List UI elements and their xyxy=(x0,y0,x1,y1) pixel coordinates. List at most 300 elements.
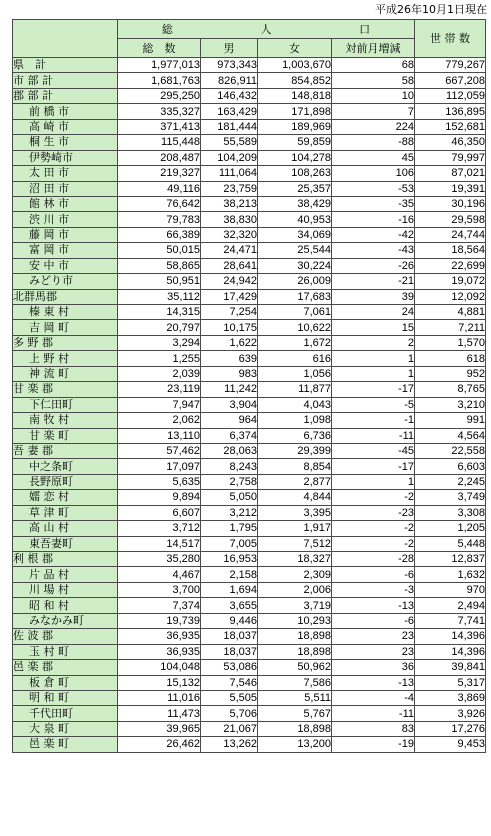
total-cell: 371,413 xyxy=(118,119,201,134)
change-cell: -42 xyxy=(332,227,415,242)
header-change: 対前月増減 xyxy=(332,39,415,58)
households-cell: 667,208 xyxy=(415,73,486,88)
total-cell: 104,048 xyxy=(118,660,201,675)
households-cell: 14,396 xyxy=(415,629,486,644)
change-cell: -4 xyxy=(332,690,415,705)
change-cell: 23 xyxy=(332,629,415,644)
as-of-date: 平成26年10月1日現在 xyxy=(375,3,487,16)
change-cell: -2 xyxy=(332,490,415,505)
total-cell: 3,700 xyxy=(118,582,201,597)
change-cell: -43 xyxy=(332,243,415,258)
table-row xyxy=(13,428,486,443)
change-cell: -13 xyxy=(332,598,415,613)
table-row xyxy=(13,181,486,196)
change-cell: -2 xyxy=(332,521,415,536)
male-cell: 3,904 xyxy=(201,397,258,412)
households-cell: 22,558 xyxy=(415,443,486,458)
total-cell: 2,039 xyxy=(118,366,201,381)
population-table xyxy=(12,19,486,753)
region-name-cell: 利 根 郡 xyxy=(13,552,118,567)
change-cell: -16 xyxy=(332,212,415,227)
female-cell: 2,006 xyxy=(258,582,332,597)
male-cell: 2,758 xyxy=(201,474,258,489)
male-cell: 163,429 xyxy=(201,104,258,119)
table-row xyxy=(13,258,486,273)
region-name-cell: みなかみ町 xyxy=(13,613,118,628)
change-cell: -13 xyxy=(332,675,415,690)
region-name-cell: 邑 楽 町 xyxy=(13,737,118,752)
change-cell: 1 xyxy=(332,474,415,489)
male-cell: 2,158 xyxy=(201,567,258,582)
total-cell: 208,487 xyxy=(118,150,201,165)
change-cell: -17 xyxy=(332,459,415,474)
male-cell: 32,320 xyxy=(201,227,258,242)
table-row xyxy=(13,613,486,628)
table-row xyxy=(13,104,486,119)
change-cell: -53 xyxy=(332,181,415,196)
male-cell: 111,064 xyxy=(201,166,258,181)
male-cell: 18,037 xyxy=(201,629,258,644)
households-cell: 618 xyxy=(415,351,486,366)
total-cell: 14,315 xyxy=(118,305,201,320)
table-row xyxy=(13,88,486,103)
female-cell: 8,854 xyxy=(258,459,332,474)
female-cell: 4,844 xyxy=(258,490,332,505)
total-cell: 13,110 xyxy=(118,428,201,443)
table-row xyxy=(13,552,486,567)
region-name-cell: 高 山 村 xyxy=(13,521,118,536)
female-cell: 25,357 xyxy=(258,181,332,196)
change-cell: 106 xyxy=(332,166,415,181)
male-cell: 10,175 xyxy=(201,320,258,335)
header-male: 男 xyxy=(201,39,258,58)
table-row xyxy=(13,706,486,721)
table-row xyxy=(13,459,486,474)
change-cell: 224 xyxy=(332,119,415,134)
change-cell: -6 xyxy=(332,613,415,628)
region-name-cell: 高 崎 市 xyxy=(13,119,118,134)
region-name-cell: 南 牧 村 xyxy=(13,413,118,428)
male-cell: 16,953 xyxy=(201,552,258,567)
region-name-cell: 藤 岡 市 xyxy=(13,227,118,242)
table-row xyxy=(13,166,486,181)
table-row xyxy=(13,567,486,582)
female-cell: 40,953 xyxy=(258,212,332,227)
total-cell: 36,935 xyxy=(118,644,201,659)
table-row xyxy=(13,490,486,505)
households-cell: 6,603 xyxy=(415,459,486,474)
total-cell: 19,739 xyxy=(118,613,201,628)
total-cell: 115,448 xyxy=(118,135,201,150)
total-cell: 66,389 xyxy=(118,227,201,242)
region-name-cell: 大 泉 町 xyxy=(13,721,118,736)
female-cell: 7,061 xyxy=(258,305,332,320)
region-name-cell: 草 津 町 xyxy=(13,505,118,520)
female-cell: 38,429 xyxy=(258,196,332,211)
male-cell: 24,942 xyxy=(201,274,258,289)
region-name-cell: 伊勢崎市 xyxy=(13,150,118,165)
header-population-char-2: 人 xyxy=(260,22,272,36)
header-households: 世 帯 数 xyxy=(415,20,486,58)
male-cell: 5,505 xyxy=(201,690,258,705)
region-name-cell: 吉 岡 町 xyxy=(13,320,118,335)
total-cell: 14,517 xyxy=(118,536,201,551)
table-row xyxy=(13,335,486,350)
region-name-cell: 長野原町 xyxy=(13,474,118,489)
households-cell: 18,564 xyxy=(415,243,486,258)
region-name-cell: 片 品 村 xyxy=(13,567,118,582)
region-name-cell: 上 野 村 xyxy=(13,351,118,366)
region-name-cell: 甘 楽 町 xyxy=(13,428,118,443)
male-cell: 13,262 xyxy=(201,737,258,752)
female-cell: 4,043 xyxy=(258,397,332,412)
male-cell: 38,830 xyxy=(201,212,258,227)
total-cell: 1,681,763 xyxy=(118,73,201,88)
households-cell: 1,632 xyxy=(415,567,486,582)
change-cell: -21 xyxy=(332,274,415,289)
change-cell: 24 xyxy=(332,305,415,320)
male-cell: 11,242 xyxy=(201,382,258,397)
male-cell: 983 xyxy=(201,366,258,381)
table-row xyxy=(13,289,486,304)
male-cell: 5,706 xyxy=(201,706,258,721)
female-cell: 7,512 xyxy=(258,536,332,551)
table-row xyxy=(13,305,486,320)
households-cell: 2,494 xyxy=(415,598,486,613)
households-cell: 1,205 xyxy=(415,521,486,536)
households-cell: 2,245 xyxy=(415,474,486,489)
female-cell: 1,917 xyxy=(258,521,332,536)
households-cell: 952 xyxy=(415,366,486,381)
region-name-cell: 郡 部 計 xyxy=(13,88,118,103)
total-cell: 23,119 xyxy=(118,382,201,397)
households-cell: 29,598 xyxy=(415,212,486,227)
male-cell: 38,213 xyxy=(201,196,258,211)
male-cell: 17,429 xyxy=(201,289,258,304)
total-cell: 6,607 xyxy=(118,505,201,520)
table-row xyxy=(13,737,486,752)
total-cell: 57,462 xyxy=(118,443,201,458)
female-cell: 29,399 xyxy=(258,443,332,458)
region-name-cell: 県 計 xyxy=(13,58,118,73)
change-cell: -6 xyxy=(332,567,415,582)
male-cell: 964 xyxy=(201,413,258,428)
table-row xyxy=(13,521,486,536)
change-cell: -1 xyxy=(332,413,415,428)
female-cell: 5,511 xyxy=(258,690,332,705)
change-cell: 23 xyxy=(332,644,415,659)
male-cell: 181,444 xyxy=(201,119,258,134)
female-cell: 104,278 xyxy=(258,150,332,165)
households-cell: 79,997 xyxy=(415,150,486,165)
households-cell: 8,765 xyxy=(415,382,486,397)
male-cell: 28,641 xyxy=(201,258,258,273)
female-cell: 6,736 xyxy=(258,428,332,443)
female-cell: 34,069 xyxy=(258,227,332,242)
table-row xyxy=(13,644,486,659)
households-cell: 779,267 xyxy=(415,58,486,73)
region-name-cell: 板 倉 町 xyxy=(13,675,118,690)
table-row xyxy=(13,243,486,258)
change-cell: -11 xyxy=(332,706,415,721)
male-cell: 28,063 xyxy=(201,443,258,458)
total-cell: 1,255 xyxy=(118,351,201,366)
table-row xyxy=(13,382,486,397)
table-row xyxy=(13,196,486,211)
total-cell: 79,783 xyxy=(118,212,201,227)
total-cell: 7,947 xyxy=(118,397,201,412)
households-cell: 17,276 xyxy=(415,721,486,736)
change-cell: 1 xyxy=(332,366,415,381)
female-cell: 1,003,670 xyxy=(258,58,332,73)
total-cell: 76,642 xyxy=(118,196,201,211)
total-cell: 49,116 xyxy=(118,181,201,196)
table-row xyxy=(13,320,486,335)
female-cell: 5,767 xyxy=(258,706,332,721)
households-cell: 991 xyxy=(415,413,486,428)
region-name-cell: 中之条町 xyxy=(13,459,118,474)
male-cell: 1,795 xyxy=(201,521,258,536)
change-cell: 68 xyxy=(332,58,415,73)
female-cell: 10,622 xyxy=(258,320,332,335)
male-cell: 826,911 xyxy=(201,73,258,88)
female-cell: 10,293 xyxy=(258,613,332,628)
change-cell: -88 xyxy=(332,135,415,150)
region-name-cell: 神 流 町 xyxy=(13,366,118,381)
female-cell: 59,859 xyxy=(258,135,332,150)
change-cell: -11 xyxy=(332,428,415,443)
region-name-cell: 太 田 市 xyxy=(13,166,118,181)
female-cell: 26,009 xyxy=(258,274,332,289)
households-cell: 19,391 xyxy=(415,181,486,196)
table-row xyxy=(13,274,486,289)
female-cell: 854,852 xyxy=(258,73,332,88)
region-name-cell: 昭 和 村 xyxy=(13,598,118,613)
table-row xyxy=(13,660,486,675)
change-cell: 10 xyxy=(332,88,415,103)
region-name-cell: 富 岡 市 xyxy=(13,243,118,258)
households-cell: 7,211 xyxy=(415,320,486,335)
table-row xyxy=(13,135,486,150)
change-cell: -26 xyxy=(332,258,415,273)
female-cell: 7,586 xyxy=(258,675,332,690)
total-cell: 3,294 xyxy=(118,335,201,350)
change-cell: 45 xyxy=(332,150,415,165)
region-name-cell: 前 橋 市 xyxy=(13,104,118,119)
table-row xyxy=(13,721,486,736)
table-row xyxy=(13,598,486,613)
table-row xyxy=(13,582,486,597)
total-cell: 50,015 xyxy=(118,243,201,258)
change-cell: 58 xyxy=(332,73,415,88)
female-cell: 50,962 xyxy=(258,660,332,675)
male-cell: 3,655 xyxy=(201,598,258,613)
households-cell: 1,570 xyxy=(415,335,486,350)
female-cell: 2,309 xyxy=(258,567,332,582)
total-cell: 58,865 xyxy=(118,258,201,273)
male-cell: 23,759 xyxy=(201,181,258,196)
female-cell: 18,898 xyxy=(258,721,332,736)
region-name-cell: 千代田町 xyxy=(13,706,118,721)
male-cell: 7,546 xyxy=(201,675,258,690)
male-cell: 1,694 xyxy=(201,582,258,597)
male-cell: 973,343 xyxy=(201,58,258,73)
male-cell: 639 xyxy=(201,351,258,366)
households-cell: 19,072 xyxy=(415,274,486,289)
change-cell: -19 xyxy=(332,737,415,752)
total-cell: 4,467 xyxy=(118,567,201,582)
male-cell: 21,067 xyxy=(201,721,258,736)
change-cell: -23 xyxy=(332,505,415,520)
region-name-cell: 玉 村 町 xyxy=(13,644,118,659)
total-cell: 5,635 xyxy=(118,474,201,489)
households-cell: 5,448 xyxy=(415,536,486,551)
households-cell: 30,196 xyxy=(415,196,486,211)
female-cell: 1,056 xyxy=(258,366,332,381)
male-cell: 7,254 xyxy=(201,305,258,320)
region-name-cell: 渋 川 市 xyxy=(13,212,118,227)
households-cell: 87,021 xyxy=(415,166,486,181)
households-cell: 4,564 xyxy=(415,428,486,443)
total-cell: 7,374 xyxy=(118,598,201,613)
change-cell: 36 xyxy=(332,660,415,675)
region-name-cell: 川 場 村 xyxy=(13,582,118,597)
change-cell: -3 xyxy=(332,582,415,597)
change-cell: 2 xyxy=(332,335,415,350)
change-cell: -45 xyxy=(332,443,415,458)
change-cell: 1 xyxy=(332,351,415,366)
male-cell: 9,446 xyxy=(201,613,258,628)
table-row xyxy=(13,690,486,705)
households-cell: 3,869 xyxy=(415,690,486,705)
female-cell: 13,200 xyxy=(258,737,332,752)
table-row xyxy=(13,675,486,690)
region-name-cell: 桐 生 市 xyxy=(13,135,118,150)
total-cell: 17,097 xyxy=(118,459,201,474)
total-cell: 295,250 xyxy=(118,88,201,103)
female-cell: 30,224 xyxy=(258,258,332,273)
table-row xyxy=(13,629,486,644)
households-cell: 46,350 xyxy=(415,135,486,150)
households-cell: 9,453 xyxy=(415,737,486,752)
region-name-cell: 明 和 町 xyxy=(13,690,118,705)
change-cell: 15 xyxy=(332,320,415,335)
households-cell: 14,396 xyxy=(415,644,486,659)
male-cell: 5,050 xyxy=(201,490,258,505)
region-name-cell: 東吾妻町 xyxy=(13,536,118,551)
total-cell: 11,473 xyxy=(118,706,201,721)
region-name-cell: みどり市 xyxy=(13,274,118,289)
change-cell: -2 xyxy=(332,536,415,551)
total-cell: 35,112 xyxy=(118,289,201,304)
households-cell: 3,210 xyxy=(415,397,486,412)
table-row xyxy=(13,413,486,428)
region-name-cell: 北群馬郡 xyxy=(13,289,118,304)
change-cell: -5 xyxy=(332,397,415,412)
total-cell: 3,712 xyxy=(118,521,201,536)
header-female: 女 xyxy=(258,39,332,58)
table-row xyxy=(13,212,486,227)
households-cell: 3,749 xyxy=(415,490,486,505)
table-row xyxy=(13,73,486,88)
region-name-cell: 嬬 恋 村 xyxy=(13,490,118,505)
households-cell: 3,926 xyxy=(415,706,486,721)
female-cell: 18,327 xyxy=(258,552,332,567)
female-cell: 108,263 xyxy=(258,166,332,181)
table-row xyxy=(13,351,486,366)
header-population-char-3: 口 xyxy=(359,22,371,36)
region-name-cell: 佐 波 郡 xyxy=(13,629,118,644)
region-name-cell: 榛 東 村 xyxy=(13,305,118,320)
households-cell: 4,881 xyxy=(415,305,486,320)
total-cell: 20,797 xyxy=(118,320,201,335)
male-cell: 24,471 xyxy=(201,243,258,258)
region-name-cell: 沼 田 市 xyxy=(13,181,118,196)
households-cell: 12,837 xyxy=(415,552,486,567)
households-cell: 136,895 xyxy=(415,104,486,119)
table-header xyxy=(13,20,486,58)
table-row xyxy=(13,58,486,73)
total-cell: 219,327 xyxy=(118,166,201,181)
households-cell: 152,681 xyxy=(415,119,486,134)
total-cell: 26,462 xyxy=(118,737,201,752)
male-cell: 18,037 xyxy=(201,644,258,659)
change-cell: 7 xyxy=(332,104,415,119)
table-body xyxy=(13,58,486,753)
households-cell: 24,744 xyxy=(415,227,486,242)
table-row xyxy=(13,443,486,458)
region-name-cell: 邑 楽 郡 xyxy=(13,660,118,675)
table-row xyxy=(13,119,486,134)
total-cell: 50,951 xyxy=(118,274,201,289)
male-cell: 104,209 xyxy=(201,150,258,165)
table-row xyxy=(13,536,486,551)
households-cell: 7,741 xyxy=(415,613,486,628)
header-population-group xyxy=(118,20,415,39)
male-cell: 7,005 xyxy=(201,536,258,551)
households-cell: 39,841 xyxy=(415,660,486,675)
region-name-cell: 館 林 市 xyxy=(13,196,118,211)
male-cell: 55,589 xyxy=(201,135,258,150)
female-cell: 25,544 xyxy=(258,243,332,258)
header-region-blank xyxy=(13,20,118,58)
total-cell: 39,965 xyxy=(118,721,201,736)
region-name-cell: 市 部 計 xyxy=(13,73,118,88)
total-cell: 2,062 xyxy=(118,413,201,428)
female-cell: 3,395 xyxy=(258,505,332,520)
male-cell: 3,212 xyxy=(201,505,258,520)
table-row xyxy=(13,397,486,412)
female-cell: 17,683 xyxy=(258,289,332,304)
female-cell: 2,877 xyxy=(258,474,332,489)
female-cell: 616 xyxy=(258,351,332,366)
total-cell: 15,132 xyxy=(118,675,201,690)
region-name-cell: 安 中 市 xyxy=(13,258,118,273)
table-row xyxy=(13,150,486,165)
region-name-cell: 甘 楽 郡 xyxy=(13,382,118,397)
total-cell: 1,977,013 xyxy=(118,58,201,73)
total-cell: 35,280 xyxy=(118,552,201,567)
header-population-char-1: 総 xyxy=(161,22,173,36)
households-cell: 112,059 xyxy=(415,88,486,103)
region-name-cell: 多 野 郡 xyxy=(13,335,118,350)
female-cell: 171,898 xyxy=(258,104,332,119)
households-cell: 3,308 xyxy=(415,505,486,520)
female-cell: 148,818 xyxy=(258,88,332,103)
female-cell: 18,898 xyxy=(258,629,332,644)
change-cell: -35 xyxy=(332,196,415,211)
male-cell: 6,374 xyxy=(201,428,258,443)
